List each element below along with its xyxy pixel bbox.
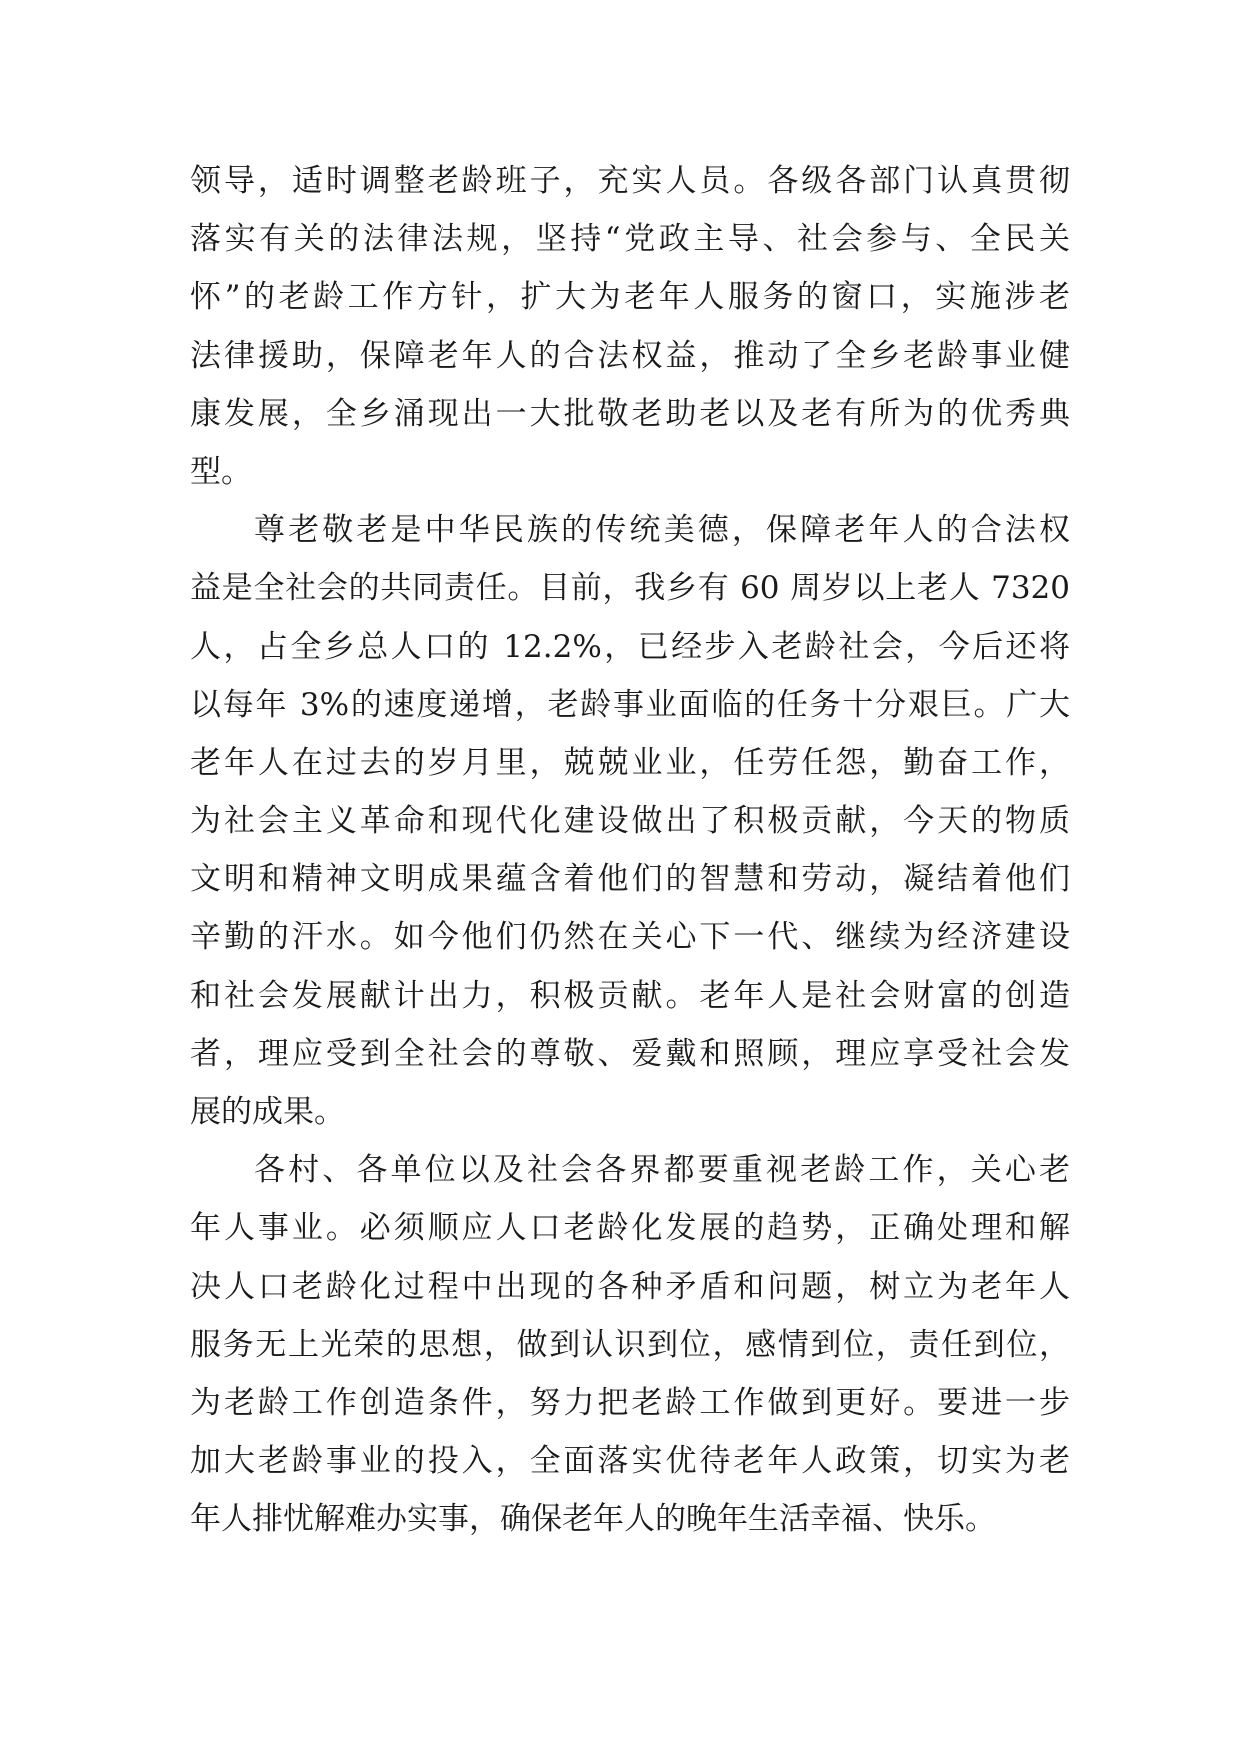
text-line: 展的成果。	[190, 1094, 345, 1130]
text-line: 和社会发展献计出力，积极贡献。老年人是社会财富的创造	[190, 977, 1070, 1014]
text-line: 决人口老龄化过程中出现的各种矛盾和问题，树立为老年人	[190, 1268, 1070, 1305]
text-line: 加大老龄事业的投入，全面落实优待老年人政策，切实为老	[190, 1443, 1070, 1480]
body-text	[190, 152, 1070, 1549]
text-line: 为老龄工作创造条件，努力把老龄工作做到更好。要进一步	[190, 1384, 1070, 1421]
text-line: 法律援助，保障老年人的合法权益，推动了全乡老龄事业健	[190, 337, 1070, 374]
text-line: 以每年 3%的速度递增，老龄事业面临的任务十分艰巨。广大	[190, 686, 1070, 723]
text-line: 益是全社会的共同责任。目前，我乡有 60 周岁以上老人 7320	[190, 570, 1070, 607]
paragraph-1	[190, 152, 1070, 501]
text-line: 老年人在过去的岁月里，兢兢业业，任劳任怨，勤奋工作，	[190, 744, 1070, 781]
text-line: 各村、各单位以及社会各界都要重视老龄工作，关心老	[254, 1152, 1070, 1189]
text-line: 领导，适时调整老龄班子，充实人员。各级各部门认真贯彻	[190, 163, 1070, 199]
paragraph-3	[190, 1141, 1070, 1548]
text-line: 康发展，全乡涌现出一大批敬老助老以及老有所为的优秀典	[190, 395, 1070, 432]
text-line: 人，占全乡总人口的 12.2%，已经步入老龄社会，今后还将	[190, 628, 1070, 665]
text-line: 为社会主义革命和现代化建设做出了积极贡献，今天的物质	[190, 803, 1070, 840]
text-line: 文明和精神文明成果蕴含着他们的智慧和劳动，凝结着他们	[190, 861, 1070, 898]
text-line: 尊老敬老是中华民族的传统美德，保障老年人的合法权	[254, 512, 1070, 549]
text-line: 年人排忧解难办实事，确保老年人的晚年生活幸福、快乐。	[190, 1501, 996, 1538]
paragraph-2	[190, 501, 1070, 1141]
text-line: 者，理应受到全社会的尊敬、爱戴和照顾，理应享受社会发	[190, 1035, 1070, 1072]
text-line: 怀”的老龄工作方针，扩大为老年人服务的窗口，实施涉老	[190, 279, 1070, 316]
text-line: 辛勤的汗水。如今他们仍然在关心下一代、继续为经济建设	[190, 919, 1070, 956]
text-line: 落实有关的法律法规，坚持“党政主导、社会参与、全民关	[190, 221, 1070, 258]
text-line: 服务无上光荣的思想，做到认识到位，感情到位，责任到位，	[190, 1326, 1070, 1363]
text-line: 年人事业。必须顺应人口老龄化发展的趋势，正确处理和解	[190, 1210, 1070, 1247]
text-line: 型。	[190, 453, 252, 490]
